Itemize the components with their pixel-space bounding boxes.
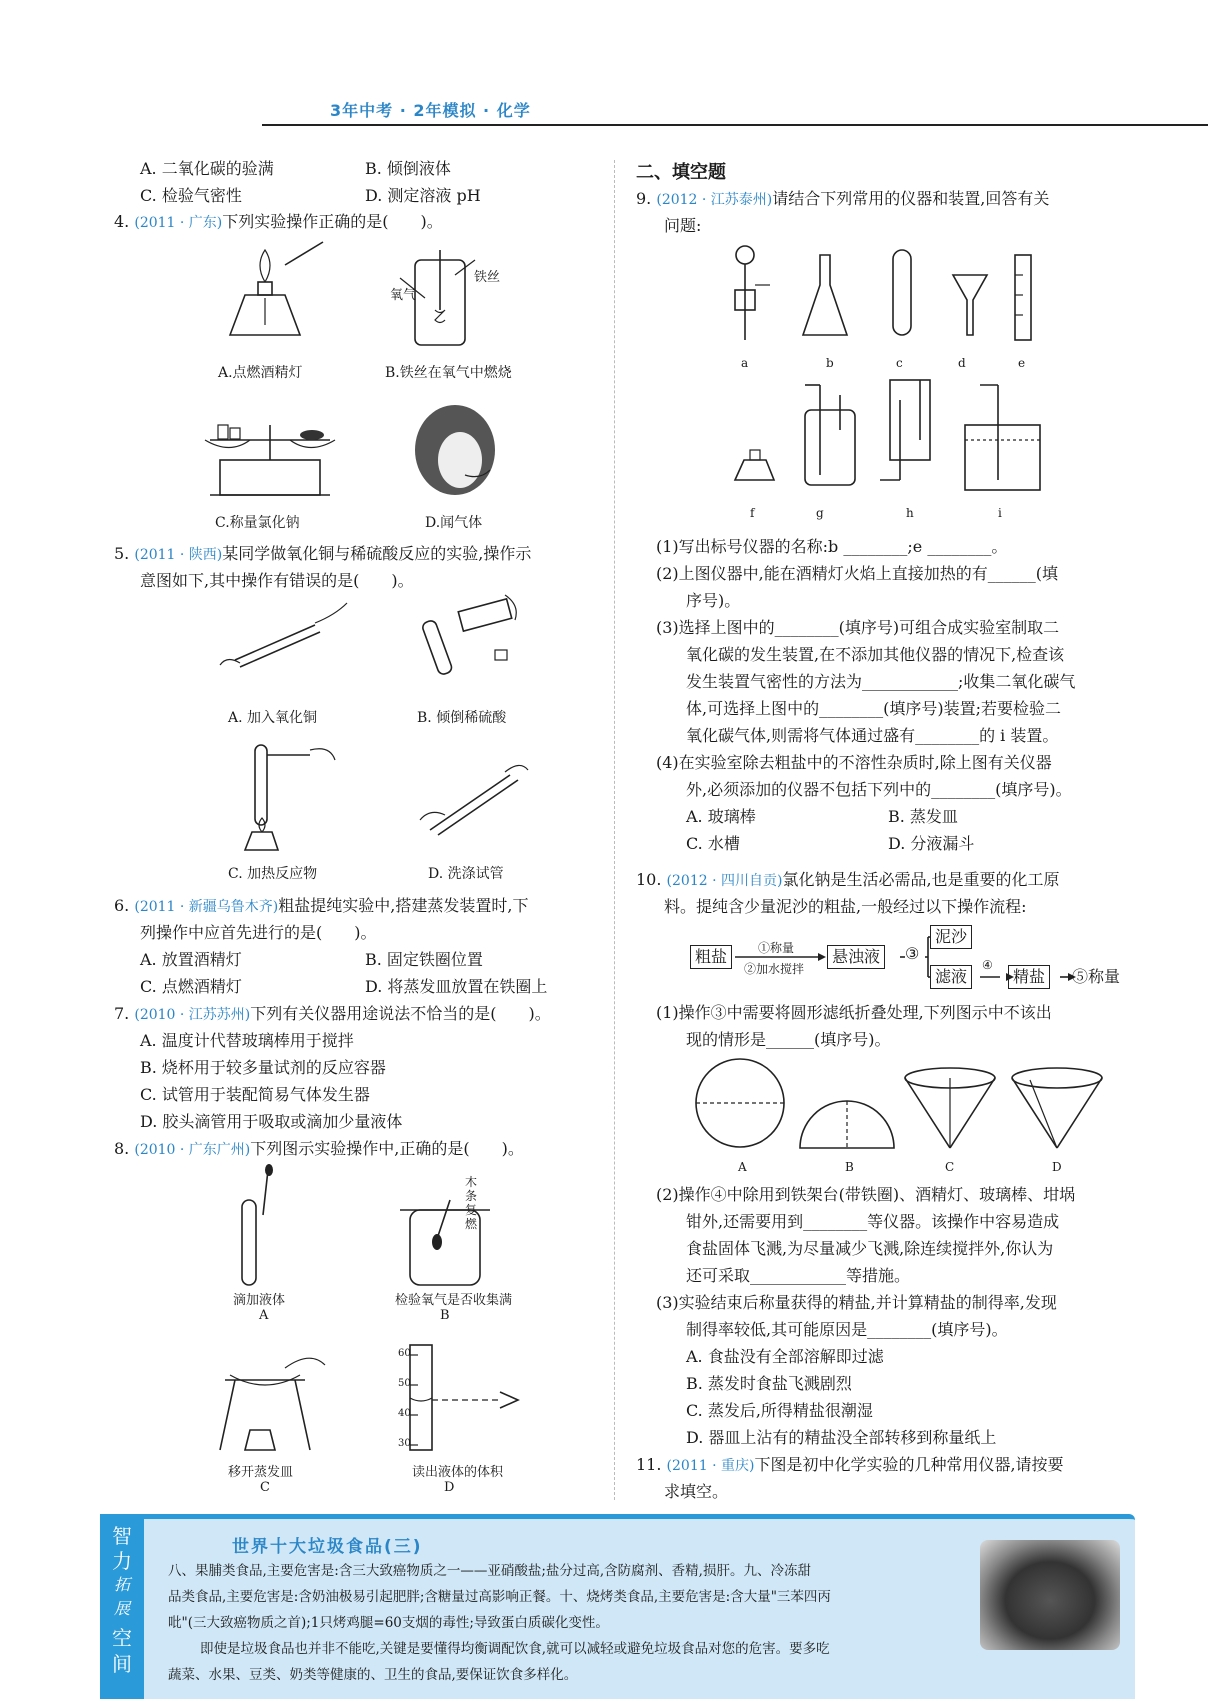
q9-part-2-line-1: (2)上图仪器中,能在酒精灯火焰上直接加热的有______(填 (656, 564, 1058, 583)
side-char-6: 间 (112, 1652, 132, 1676)
q10-part-2-line-3: 食盐固体飞溅,为尽量减少飞溅,除连续搅拌外,你认为 (686, 1239, 1054, 1258)
q10-part-2-line-2: 钳外,还需要用到________等仪器。该操作中容易造成 (686, 1212, 1060, 1231)
q9-part-3-line-4: 体,可选择上图中的________(填序号)装置;若要检验二 (686, 699, 1061, 718)
label-a: a (741, 356, 749, 370)
section-title-fill-in: 二、填空题 (636, 162, 726, 183)
q7-option-c: C. 试管用于装配简易气体发生器 (140, 1085, 370, 1104)
q9-part-3-line-3: 发生装置气密性的方法为____________;收集二氧化碳气 (686, 672, 1076, 691)
question-source: (2011 · 新疆乌鲁木齐) (134, 899, 279, 915)
question-9-line-2: 问题: (664, 216, 702, 235)
q9-part-2-line-2: 序号)。 (686, 591, 741, 610)
question-number: 6. (114, 896, 130, 915)
q9-option-a: A. 玻璃棒 (686, 807, 756, 826)
question-11-line-1 (636, 1451, 1064, 1480)
q10-part-1-line-2: 现的情形是______(填序号)。 (686, 1030, 891, 1049)
flow-step-3: ③ (905, 944, 920, 963)
oxygen-check-figure (395, 1195, 495, 1290)
flow-box-sediment: 泥沙 (930, 925, 972, 949)
q4-caption-d: D.闻气体 (425, 515, 483, 531)
q8-caption-b-letter: B (440, 1308, 450, 1323)
side-char-5: 空 (112, 1626, 132, 1650)
label-i: i (998, 506, 1002, 520)
q10-option-d: D. 器皿上沾有的精盐没全部转移到称量纸上 (686, 1428, 997, 1447)
label-iron-wire: 铁丝 (474, 270, 501, 285)
side-char-4: 展 (113, 1599, 130, 1618)
flow-box-crude-salt: 粗盐 (690, 945, 732, 969)
q8-caption-d-text: 读出液体的体积 (412, 1465, 504, 1480)
q10-option-a: A. 食盐没有全部溶解即过滤 (686, 1347, 884, 1366)
label-stick-reignites: 木条复燃 (465, 1175, 478, 1231)
apparatus-row-top-figure (725, 245, 1045, 345)
label-oxygen: 氧气 (390, 288, 417, 303)
question-text: 下列实验操作正确的是( )。 (222, 212, 443, 231)
q4-caption-c: C.称量氯化钠 (215, 515, 300, 531)
q3-option-c: C. 检验气密性 (140, 186, 242, 205)
question-8 (114, 1135, 524, 1164)
smelling-gas-figure (410, 405, 500, 505)
q7-option-d: D. 胶头滴管用于吸取或滴加少量液体 (140, 1112, 403, 1131)
tick-40: 40 (398, 1408, 411, 1419)
apparatus-row-bottom-figure (730, 380, 1060, 500)
moving-evaporating-dish-figure (210, 1350, 330, 1455)
label-c: c (896, 356, 903, 370)
q10-part-2-line-4: 还可采取____________等措施。 (686, 1266, 911, 1285)
filter-fig-label-b: B (845, 1160, 854, 1174)
banner-text-line-5: 蔬菜、水果、豆类、奶类等健康的、卫生的食品,要保证饮食多样化。 (168, 1667, 578, 1683)
flow-step-1: ①称量 (758, 941, 795, 955)
question-source: (2012 · 江苏泰州) (656, 192, 773, 208)
alcohol-lamp-lighting-figure (225, 240, 325, 350)
question-number: 11. (636, 1455, 662, 1474)
q3-option-d: D. 测定溶液 pH (365, 186, 481, 205)
question-5-line-2: 意图如下,其中操作有错误的是( )。 (140, 571, 414, 590)
question-number: 8. (114, 1139, 130, 1158)
banner-text-line-2: 品类食品,主要危害是:含奶油极易引起肥胖;含糖量过高影响正餐。十、烧烤类食品,主要危害是:含大量"三苯四丙 (168, 1589, 831, 1605)
label-g: g (816, 506, 824, 520)
q9-part-1: (1)写出标号仪器的名称:b ________;e ________。 (656, 537, 1008, 556)
label-d: d (958, 356, 966, 370)
side-char-1: 智 (112, 1524, 132, 1548)
side-char-2: 力 (112, 1549, 132, 1573)
question-11-line-2: 求填空。 (664, 1482, 729, 1501)
q8-caption-d-letter: D (444, 1480, 455, 1495)
question-text: 氯化钠是生活必需品,也是重要的化工原 (782, 870, 1060, 889)
q9-part-3-line-2: 氧化碳的发生装置,在不添加其他仪器的情况下,检查该 (686, 645, 1065, 664)
q9-part-3-line-1: (3)选择上图中的________(填序号)可组合成实验室制取二 (656, 618, 1060, 637)
q4-caption-b: B.铁丝在氧气中燃烧 (385, 365, 512, 381)
q3-option-a: A. 二氧化碳的验满 (140, 159, 274, 178)
question-text: 某同学做氧化铜与稀硫酸反应的实验,操作示 (222, 544, 532, 563)
q5-caption-c: C. 加热反应物 (228, 866, 318, 882)
q10-option-c: C. 蒸发后,所得精盐很潮湿 (686, 1401, 873, 1420)
question-10-line-2: 料。提纯含少量泥沙的粗盐,一般经过以下操作流程: (664, 897, 1027, 916)
question-9-line-1 (636, 185, 1049, 214)
q10-part-1-line-1: (1)操作③中需要将圆形滤纸折叠处理,下列图示中不该出 (656, 1003, 1052, 1022)
question-4 (114, 208, 443, 237)
q9-option-b: B. 蒸发皿 (888, 807, 958, 826)
q9-part-3-line-5: 氧化碳气体,则需将气体通过盛有________的 i 装置。 (686, 726, 1059, 745)
header-rule (262, 124, 1208, 126)
q4-caption-a: A.点燃酒精灯 (218, 365, 303, 381)
filter-fig-label-c: C (945, 1160, 955, 1174)
washing-test-tube-figure (420, 760, 530, 840)
flow-box-suspension: 悬浊液 (827, 945, 885, 969)
label-f: f (750, 506, 755, 520)
q6-option-b: B. 固定铁圈位置 (365, 950, 483, 969)
question-text: 下列有关仪器用途说法不恰当的是( )。 (250, 1004, 551, 1023)
question-source: (2011 · 广东) (134, 215, 223, 231)
q8-caption-b-text: 检验氧气是否收集满 (395, 1293, 513, 1308)
q8-caption-a-letter: A (259, 1308, 269, 1323)
question-number: 5. (114, 544, 130, 563)
q5-caption-d: D. 洗涤试管 (428, 866, 504, 882)
q10-part-3-line-2: 制得率较低,其可能原因是________(填序号)。 (686, 1320, 1008, 1339)
question-number: 4. (114, 212, 130, 231)
filter-fig-label-d: D (1052, 1160, 1062, 1174)
q5-caption-b: B. 倾倒稀硫酸 (417, 710, 507, 726)
heating-reactants-figure (240, 740, 340, 855)
preserved-fruit-photo (980, 1540, 1120, 1650)
pouring-sulfuric-acid-figure (415, 590, 525, 680)
question-source: (2010 · 广东广州) (134, 1142, 251, 1158)
filter-fig-label-a: A (738, 1160, 747, 1174)
banner-text-line-1: 八、果脯类食品,主要危害是:含三大致癌物质之一——亚硝酸盐;盐分过高,含防腐剂、香精,损肝。九、冷冻甜 (168, 1563, 811, 1579)
banner-text-line-4: 即使是垃圾食品也并非不能吃,关键是要懂得均衡调配饮食,就可以减轻或避免垃圾食品对您的危害。要多吃 (200, 1641, 830, 1657)
question-text: 请结合下列常用的仪器和装置,回答有关 (772, 189, 1050, 208)
question-text: 粗盐提纯实验中,搭建蒸发装置时,下 (278, 896, 529, 915)
flow-box-filtrate: 滤液 (930, 965, 972, 989)
q9-part-4-line-2: 外,必须添加的仪器不包括下列中的________(填序号)。 (686, 780, 1072, 799)
q6-option-c: C. 点燃酒精灯 (140, 977, 242, 996)
adding-copper-oxide-figure (215, 595, 350, 675)
label-e: e (1018, 356, 1026, 370)
question-number: 10. (636, 870, 662, 889)
question-7 (114, 1000, 551, 1029)
flow-box-refined-salt: 精盐 (1008, 965, 1050, 989)
question-5-line-1 (114, 540, 531, 569)
tick-30: 30 (398, 1438, 411, 1449)
question-10-line-1 (636, 866, 1060, 895)
column-divider (614, 160, 615, 1500)
page-header-title: 3年中考 · 2年模拟 · 化学 (330, 101, 531, 120)
side-char-3: 拓 (113, 1575, 130, 1594)
question-source: (2010 · 江苏苏州) (134, 1007, 251, 1023)
question-6-line-2: 列操作中应首先进行的是( )。 (140, 923, 377, 942)
graduated-cylinder-figure (400, 1340, 540, 1455)
filter-paper-folding-figure (695, 1058, 1115, 1158)
q5-caption-a: A. 加入氧化铜 (228, 710, 318, 726)
tick-60: 60 (398, 1348, 411, 1359)
question-text: 下列图示实验操作中,正确的是( )。 (250, 1139, 524, 1158)
question-number: 9. (636, 189, 652, 208)
q6-option-a: A. 放置酒精灯 (140, 950, 242, 969)
q7-option-b: B. 烧杯用于较多量试剂的反应容器 (140, 1058, 386, 1077)
q10-part-3-line-1: (3)实验结束后称量获得的精盐,并计算精盐的制得率,发现 (656, 1293, 1057, 1312)
q9-option-d: D. 分液漏斗 (888, 834, 975, 853)
balance-weighing-figure (200, 410, 340, 510)
q9-option-c: C. 水槽 (686, 834, 740, 853)
q10-option-b: B. 蒸发时食盐飞溅剧烈 (686, 1374, 852, 1393)
question-source: (2012 · 四川自贡) (666, 873, 783, 889)
tick-50: 50 (398, 1378, 411, 1389)
question-source: (2011 · 陕西) (134, 547, 223, 563)
q8-caption-a-text: 滴加液体 (233, 1293, 286, 1308)
q3-option-b: B. 倾倒液体 (365, 159, 451, 178)
flow-step-4: ④ (982, 958, 993, 972)
q6-option-d: D. 将蒸发皿放置在铁圈上 (365, 977, 548, 996)
flow-step-5: ⑤称量 (1072, 967, 1121, 986)
q8-caption-c-text: 移开蒸发皿 (228, 1465, 294, 1480)
question-number: 7. (114, 1004, 130, 1023)
q8-caption-c-letter: C (260, 1480, 270, 1495)
dropping-liquid-figure (238, 1165, 278, 1290)
q7-option-a: A. 温度计代替玻璃棒用于搅拌 (140, 1031, 354, 1050)
q9-part-4-line-1: (4)在实验室除去粗盐中的不溶性杂质时,除上图有关仪器 (656, 753, 1052, 772)
question-text: 下图是初中化学实验的几种常用仪器,请按要 (754, 1455, 1064, 1474)
question-6-line-1 (114, 892, 528, 921)
banner-title: 世界十大垃圾食品(三) (232, 1537, 423, 1557)
banner-text-line-3: 吡"(三大致癌物质之首);1只烤鸡腿=60支烟的毒性;导致蛋白质碳化变性。 (168, 1615, 609, 1631)
label-b: b (826, 356, 834, 370)
label-h: h (906, 506, 914, 520)
flow-step-2: ②加水搅拌 (744, 962, 805, 976)
q10-part-2-line-1: (2)操作④中除用到铁架台(带铁圈)、酒精灯、玻璃棒、坩埚 (656, 1185, 1076, 1204)
question-source: (2011 · 重庆) (666, 1458, 755, 1474)
